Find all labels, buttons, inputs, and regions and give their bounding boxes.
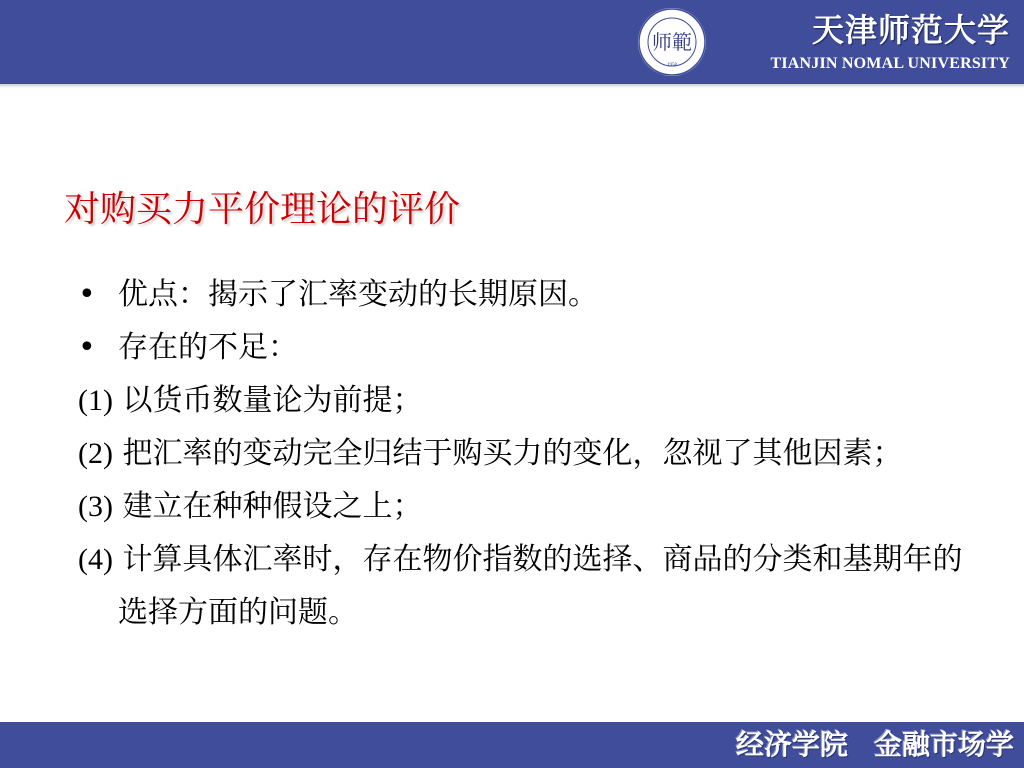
university-seal-icon	[636, 6, 708, 78]
item-marker: (1)	[78, 384, 113, 417]
bullet-dot-icon: •	[78, 330, 96, 365]
list-item	[78, 374, 978, 427]
bullet-text: 存在的不足：	[118, 330, 298, 365]
list-item	[78, 480, 978, 533]
svg-text:师範: 师範	[652, 30, 692, 54]
item-text: 以货币数量论为前提；	[112, 383, 423, 418]
slide-body	[78, 268, 978, 639]
list-item	[78, 533, 978, 639]
svg-text:1958: 1958	[667, 63, 677, 68]
item-marker: (2)	[78, 437, 113, 470]
footer-school: 经济学院	[735, 728, 848, 761]
footer-banner	[0, 722, 1024, 768]
bullet-dot-icon: •	[78, 277, 96, 312]
bullet-item	[78, 321, 978, 374]
header-shadow	[0, 84, 1024, 88]
university-name-en: TIANJIN NOMAL UNIVERSITY	[770, 55, 1010, 72]
header-banner	[0, 0, 1024, 84]
footer-labels	[736, 728, 1014, 762]
item-text: 计算具体汇率时，存在物价指数的选择、商品的分类和基期年的选择方面的问题。	[112, 542, 963, 630]
bullet-text: 优点：揭示了汇率变动的长期原因。	[118, 277, 598, 312]
item-text: 把汇率的变动完全归结于购买力的变化，忽视了其他因素；	[112, 436, 903, 471]
bullet-item	[78, 268, 978, 321]
footer-course: 金融市场学	[873, 728, 1014, 761]
item-marker: (4)	[78, 543, 113, 576]
list-item	[78, 427, 978, 480]
university-name-cn: 天津师范大学	[811, 11, 1010, 49]
item-marker: (3)	[78, 490, 113, 523]
item-text: 建立在种种假设之上；	[112, 489, 423, 524]
slide-title: 对购买力平价理论的评价	[64, 189, 461, 230]
